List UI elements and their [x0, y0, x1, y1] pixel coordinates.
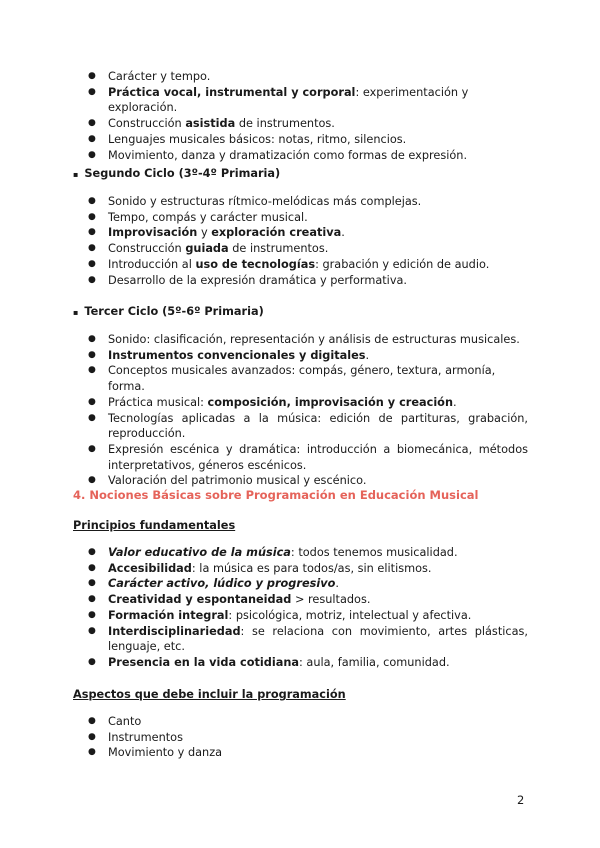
list-item-text: Práctica vocal, instrumental y corporal [108, 85, 356, 99]
bullet-icon: ● [88, 334, 96, 344]
list-item-text: composición, improvisación y creación [207, 395, 453, 409]
bullet-icon: ● [88, 258, 96, 269]
list-item-text: Lenguajes musicales básicos: notas, ritmo, silencios. [108, 132, 407, 146]
list-item [0, 592, 600, 608]
list-item-text: . [365, 348, 370, 362]
bullet-list-primer-ciclo [0, 69, 600, 163]
bullet-icon: ● [88, 196, 96, 206]
list-item-text: y [197, 226, 212, 240]
list-item [0, 395, 600, 411]
list-item [0, 132, 600, 148]
list-item [0, 257, 600, 273]
square-bullet-icon: ▪ [73, 170, 79, 179]
bullet-icon: ● [88, 562, 96, 573]
list-item [0, 69, 600, 85]
bullet-icon: ● [88, 747, 96, 758]
list-item [0, 545, 600, 561]
list-item-text: . [453, 395, 457, 409]
list-item-text: Creatividad y espontaneidad [108, 593, 292, 607]
list-item [0, 332, 600, 348]
list-item-text: Sonido: clasificación, representación y análisis de estructuras musicales. [108, 333, 520, 346]
list-item-text: Instrumentos convencionales y digitales [108, 348, 366, 362]
list-item [0, 624, 600, 655]
bullet-list-aspectos [0, 714, 600, 761]
bullet-icon: ● [88, 443, 96, 454]
bullet-list-segundo-ciclo [0, 194, 600, 288]
bullet-icon: ● [88, 227, 96, 238]
list-item [0, 116, 600, 132]
bullet-icon: ● [88, 594, 96, 605]
list-item-text: : experimentación y exploración. [108, 85, 469, 115]
list-item-text: Instrumentos [108, 730, 183, 744]
list-item-text: > resultados. [291, 593, 371, 607]
bullet-icon: ● [88, 211, 96, 222]
list-item-text: Tempo, compás y carácter musical. [108, 210, 308, 224]
bullet-list-principios [0, 545, 600, 671]
heading-segundo-ciclo-text: Segundo Ciclo (3º-4º Primaria) [84, 167, 281, 180]
list-item-text: Valoración del patrimonio musical y escénico. [108, 474, 367, 488]
bullet-icon: ● [88, 716, 96, 726]
heading-segundo-ciclo [73, 166, 280, 183]
list-item [0, 273, 600, 289]
list-item-text: Práctica musical: [108, 395, 208, 409]
list-item-text: Tecnologías aplicadas a la música: edición de partituras, grabación, reproducción. [108, 411, 528, 441]
bullet-icon: ● [88, 412, 96, 423]
list-item [0, 411, 600, 442]
bullet-icon: ● [88, 71, 96, 81]
list-item-text: exploración creativa [211, 226, 342, 240]
bullet-icon: ● [88, 475, 96, 486]
bullet-icon: ● [88, 243, 96, 254]
list-item-text: Carácter y tempo. [108, 70, 211, 83]
list-item-text: Formación integral [108, 608, 229, 622]
list-item [0, 442, 600, 473]
list-item-text: : la música es para todos/as, sin elitismos. [191, 561, 432, 575]
list-item [0, 85, 600, 116]
list-item-text: Canto [108, 715, 142, 728]
bullet-icon: ● [88, 86, 96, 97]
list-item-text: . [335, 577, 339, 591]
aspectos-heading: Aspectos que debe incluir la programación [73, 688, 346, 701]
bullet-icon: ● [88, 274, 96, 285]
list-item-text: : grabación y edición de audio. [315, 257, 490, 271]
principios-heading: Principios fundamentales [73, 519, 236, 532]
list-item-text: Construcción [108, 242, 186, 256]
list-item-text: guiada [185, 242, 229, 256]
list-item-text: Interdisciplinariedad [108, 624, 241, 638]
list-item [0, 194, 600, 210]
list-item [0, 730, 600, 746]
list-item [0, 210, 600, 226]
bullet-icon: ● [88, 731, 96, 742]
bullet-icon: ● [88, 625, 96, 636]
list-item [0, 363, 600, 394]
list-item [0, 348, 600, 364]
list-item-text: Desarrollo de la expresión dramática y performativa. [108, 273, 408, 287]
bullet-icon: ● [88, 656, 96, 667]
bullet-list-tercer-ciclo [0, 332, 600, 489]
list-item [0, 714, 600, 730]
list-item [0, 241, 600, 257]
bullet-icon: ● [88, 349, 96, 360]
list-item-text: Construcción [108, 117, 186, 131]
list-item [0, 148, 600, 164]
list-item-text: Expresión escénica y dramática: introducción a biomecánica, métodos interpretativos, géneros escénicos. [108, 442, 528, 472]
bullet-icon: ● [88, 133, 96, 144]
list-item-text: Sonido y estructuras rítmico-melódicas más complejas. [108, 195, 422, 208]
list-item-text: : psicológica, motriz, intelectual y afectiva. [228, 608, 472, 622]
page-number: 2 [517, 793, 525, 807]
list-item-text: asistida [185, 117, 236, 131]
list-item-text: Introducción al [108, 257, 196, 271]
list-item-text: Presencia en la vida cotidiana [108, 655, 299, 669]
list-item [0, 608, 600, 624]
list-item [0, 745, 600, 761]
list-item-text: : se relaciona con movimiento, artes plásticas, lenguaje, etc. [108, 624, 528, 654]
list-item-text: de instrumentos. [235, 117, 335, 131]
list-item-text: Improvisación [108, 226, 198, 240]
list-item-text: de instrumentos. [228, 242, 329, 256]
list-item-text: uso de tecnologías [195, 257, 316, 271]
heading-tercer-ciclo [73, 304, 264, 321]
bullet-icon: ● [88, 609, 96, 620]
square-bullet-icon: ▪ [73, 308, 79, 317]
list-item-text: . [341, 226, 345, 240]
list-item-text: Movimiento y danza [108, 746, 223, 760]
list-item [0, 561, 600, 577]
bullet-icon: ● [88, 118, 96, 129]
section-4-heading: 4. Nociones Básicas sobre Programación en Educación Musical [73, 488, 479, 502]
list-item-text: Movimiento, danza y dramatización como formas de expresión. [108, 148, 468, 162]
bullet-icon: ● [88, 365, 96, 376]
bullet-icon: ● [88, 547, 96, 557]
list-item-text: Accesibilidad [108, 561, 192, 575]
list-item-text: : aula, familia, comunidad. [299, 655, 450, 669]
bullet-icon: ● [88, 396, 96, 407]
heading-tercer-ciclo-text: Tercer Ciclo (5º-6º Primaria) [84, 305, 264, 318]
list-item-text: : todos tenemos musicalidad. [290, 546, 458, 559]
list-item [0, 576, 600, 592]
list-item [0, 225, 600, 241]
list-item [0, 655, 600, 671]
bullet-icon: ● [88, 578, 96, 589]
bullet-icon: ● [88, 149, 96, 160]
list-item-text: Valor educativo de la música [108, 546, 291, 559]
list-item-text: Conceptos musicales avanzados: compás, género, textura, armonía, forma. [108, 364, 496, 394]
list-item-text: Carácter activo, lúdico y progresivo [108, 577, 336, 591]
